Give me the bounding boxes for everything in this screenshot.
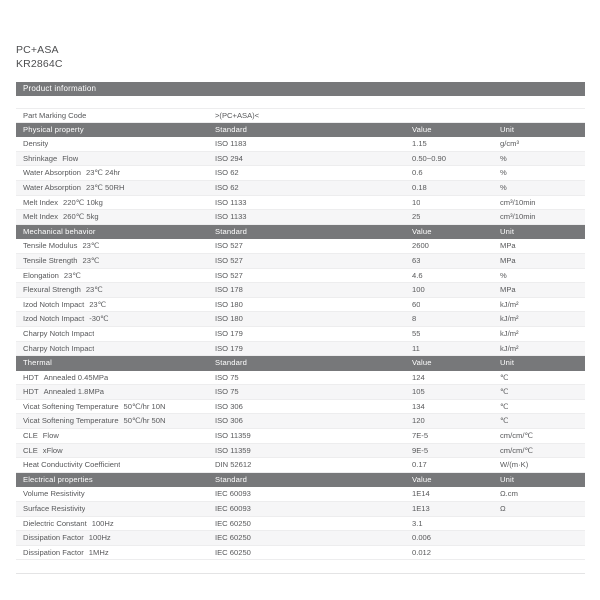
property-qualifier: Annealed 0.45MPa xyxy=(43,372,109,382)
property-name: Density xyxy=(23,139,49,149)
cell-property xyxy=(23,269,81,284)
cell-value: 0.6 xyxy=(412,168,423,178)
cell-standard: >(PC+ASA)< xyxy=(215,111,260,120)
cell-standard: ISO 1183 xyxy=(215,139,247,149)
table-row xyxy=(16,254,585,269)
cell-standard: ISO 179 xyxy=(215,343,243,353)
property-name: Water Absorption xyxy=(23,168,81,178)
section-title: Thermal xyxy=(23,358,52,368)
cell-unit: cm/cm/℃ xyxy=(500,431,533,441)
property-name: Part Marking Code xyxy=(23,111,87,120)
table-row xyxy=(16,502,585,517)
cell-property xyxy=(23,414,165,429)
cell-value: 63 xyxy=(412,255,421,265)
column-header-standard: Standard xyxy=(215,226,248,236)
cell-property xyxy=(23,429,59,444)
cell-property xyxy=(23,210,99,225)
table-row xyxy=(16,487,585,502)
property-qualifier: 50℃/hr 50N xyxy=(123,416,166,426)
cell-unit: kJ/m² xyxy=(500,343,519,353)
cell-property xyxy=(23,196,103,211)
column-header-unit: Unit xyxy=(500,124,515,134)
property-qualifier: 23℃ xyxy=(82,241,100,251)
cell-standard: ISO 62 xyxy=(215,168,239,178)
cell-property xyxy=(23,487,85,502)
cell-property xyxy=(23,298,106,313)
cell-standard: ISO 75 xyxy=(215,372,239,382)
cell-value: 1E13 xyxy=(412,504,430,514)
cell-property xyxy=(23,458,120,473)
table-row xyxy=(16,283,585,298)
table-section-header xyxy=(16,473,585,488)
table-row xyxy=(16,166,585,181)
cell-standard: IEC 60093 xyxy=(215,489,251,499)
property-name: Volume Resistivity xyxy=(23,489,85,499)
property-name: Tensile Strength xyxy=(23,255,78,265)
cell-standard: DIN 52612 xyxy=(215,460,252,470)
cell-property xyxy=(23,385,104,400)
table-row xyxy=(16,239,585,254)
property-qualifier: 50℃/hr 10N xyxy=(123,401,166,411)
cell-value: 11 xyxy=(412,343,420,353)
column-header-value: Value xyxy=(412,474,432,484)
property-name: Izod Notch Impact xyxy=(23,299,85,309)
property-qualifier: xFlow xyxy=(42,445,63,455)
cell-standard: ISO 1133 xyxy=(215,197,247,207)
table-section-header xyxy=(16,123,585,138)
property-name: HDT xyxy=(23,387,39,397)
cell-standard: ISO 11359 xyxy=(215,431,251,441)
cell-value: 2600 xyxy=(412,241,429,251)
cell-unit: % xyxy=(500,168,507,178)
cell-property xyxy=(23,137,48,152)
table-row xyxy=(16,327,585,342)
cell-unit: W/(m·K) xyxy=(500,460,529,470)
cell-value: 134 xyxy=(412,401,425,411)
cell-standard: ISO 306 xyxy=(215,416,243,426)
cell-standard: ISO 180 xyxy=(215,299,243,309)
section-title: Electrical properties xyxy=(23,474,93,484)
product-family: PC+ASA xyxy=(16,44,59,56)
cell-standard: ISO 527 xyxy=(215,255,243,265)
property-qualifier: 23℃ xyxy=(82,255,100,265)
cell-standard: ISO 1133 xyxy=(215,212,247,222)
property-name: Dielectric Constant xyxy=(23,518,87,528)
table-row xyxy=(16,269,585,284)
property-qualifier: 220℃ 10kg xyxy=(63,197,103,207)
cell-property xyxy=(23,400,165,415)
cell-property xyxy=(23,546,109,561)
property-qualifier: 23℃ 24hr xyxy=(85,168,121,178)
property-name: Izod Notch Impact xyxy=(23,314,85,324)
cell-unit: MPa xyxy=(500,255,516,265)
column-header-standard: Standard xyxy=(215,358,248,368)
cell-property xyxy=(23,517,114,532)
cell-property xyxy=(23,152,78,167)
property-name: Elongation xyxy=(23,270,59,280)
cell-unit: MPa xyxy=(500,241,516,251)
column-header-unit: Unit xyxy=(500,358,515,368)
cell-unit: ℃ xyxy=(500,401,509,411)
cell-standard: IEC 60250 xyxy=(215,547,251,557)
cell-unit: ℃ xyxy=(500,372,509,382)
property-name: CLE xyxy=(23,431,38,441)
property-qualifier: Annealed 1.8MPa xyxy=(43,387,104,397)
cell-property xyxy=(23,327,94,342)
cell-standard: ISO 527 xyxy=(215,241,243,251)
cell-unit: % xyxy=(500,153,507,163)
cell-value: 0.006 xyxy=(412,533,432,543)
property-name: Shrinkage xyxy=(23,153,58,163)
property-qualifier: 23℃ xyxy=(85,285,103,295)
cell-unit: Ω.cm xyxy=(500,489,518,499)
cell-property xyxy=(23,109,86,124)
cell-value: 3.1 xyxy=(412,518,423,528)
cell-unit: MPa xyxy=(500,285,516,295)
cell-value: 120 xyxy=(412,416,425,426)
property-qualifier: -30℃ xyxy=(89,314,109,324)
table-row xyxy=(16,152,585,167)
column-header-value: Value xyxy=(412,226,432,236)
property-name: Tensile Modulus xyxy=(23,241,78,251)
property-name: Flexural Strength xyxy=(23,285,81,295)
column-header-value: Value xyxy=(412,124,432,134)
table-row xyxy=(16,400,585,415)
cell-unit: g/cm³ xyxy=(500,139,519,149)
property-qualifier: Flow xyxy=(62,153,79,163)
page-title xyxy=(16,44,63,71)
property-name: Surface Resistivity xyxy=(23,504,86,514)
cell-unit: cm³/10min xyxy=(500,212,536,222)
cell-standard: ISO 294 xyxy=(215,153,243,163)
column-header-value: Value xyxy=(412,358,432,368)
section-title: Mechanical behavior xyxy=(23,226,96,236)
property-qualifier: 260℃ 5kg xyxy=(63,212,99,222)
cell-property xyxy=(23,342,94,357)
table-row xyxy=(16,546,585,561)
cell-unit: cm/cm/℃ xyxy=(500,445,533,455)
table-section-header xyxy=(16,356,585,371)
cell-standard: IEC 60093 xyxy=(215,504,251,514)
cell-unit: kJ/m² xyxy=(500,328,519,338)
grade-code: KR2864C xyxy=(16,57,63,70)
cell-unit: ℃ xyxy=(500,387,509,397)
cell-value: 0.012 xyxy=(412,547,432,557)
column-header-standard: Standard xyxy=(215,474,248,484)
cell-unit: cm³/10min xyxy=(500,197,536,207)
table-row xyxy=(16,137,585,152)
cell-value: 0.17 xyxy=(412,460,427,470)
table-row xyxy=(16,385,585,400)
table-row xyxy=(16,342,585,357)
cell-standard: ISO 75 xyxy=(215,387,239,397)
column-header-unit: Unit xyxy=(500,226,515,236)
property-name: Water Absorption xyxy=(23,182,81,192)
cell-value: 55 xyxy=(412,328,421,338)
cell-standard: IEC 60250 xyxy=(215,518,251,528)
cell-value: 105 xyxy=(412,387,425,397)
table-section-header xyxy=(16,225,585,240)
section-title: Physical property xyxy=(23,124,84,134)
cell-value: 1.15 xyxy=(412,139,427,149)
cell-property xyxy=(23,531,111,546)
table-row xyxy=(16,298,585,313)
cell-standard: ISO 306 xyxy=(215,401,243,411)
table-row xyxy=(16,312,585,327)
property-qualifier: Flow xyxy=(42,431,59,441)
property-name: CLE xyxy=(23,445,38,455)
cell-value: 124 xyxy=(412,372,425,382)
cell-standard: ISO 527 xyxy=(215,270,243,280)
property-name: HDT xyxy=(23,372,39,382)
cell-standard: ISO 179 xyxy=(215,328,243,338)
table-row xyxy=(16,517,585,532)
property-name: Charpy Notch Impact xyxy=(23,343,95,353)
table-row xyxy=(16,531,585,546)
property-name: Dissipation Factor xyxy=(23,533,84,543)
table-row xyxy=(16,458,585,473)
cell-standard: ISO 62 xyxy=(215,182,239,192)
property-qualifier: 1MHz xyxy=(88,547,109,557)
column-header-standard: Standard xyxy=(215,124,248,134)
property-name: Melt Index xyxy=(23,212,59,222)
properties-table xyxy=(16,108,585,574)
property-name: Heat Conductivity Coefficient xyxy=(23,460,121,470)
cell-value: 8 xyxy=(412,314,417,324)
cell-property xyxy=(23,371,108,386)
cell-property xyxy=(23,239,99,254)
property-qualifier: 100Hz xyxy=(91,518,114,528)
property-name: Vicat Softening Temperature xyxy=(23,416,119,426)
cell-unit: ℃ xyxy=(500,416,509,426)
cell-property xyxy=(23,254,99,269)
property-name: Dissipation Factor xyxy=(23,547,84,557)
column-header-unit: Unit xyxy=(500,474,515,484)
cell-property xyxy=(23,312,109,327)
table-row xyxy=(16,429,585,444)
property-qualifier: 23℃ xyxy=(89,299,107,309)
cell-value: 4.6 xyxy=(412,270,423,280)
cell-value: 10 xyxy=(412,197,421,207)
table-row xyxy=(16,444,585,459)
cell-property xyxy=(23,502,85,517)
table-row xyxy=(16,196,585,211)
table-bottom-rule xyxy=(16,573,585,574)
table-row xyxy=(16,181,585,196)
cell-property xyxy=(23,283,103,298)
cell-value: 100 xyxy=(412,285,425,295)
cell-property xyxy=(23,181,124,196)
property-name: Charpy Notch Impact xyxy=(23,328,95,338)
cell-standard: ISO 178 xyxy=(215,285,243,295)
table-row xyxy=(16,414,585,429)
cell-value: 0.18 xyxy=(412,182,427,192)
property-qualifier: 23℃ 50RH xyxy=(85,182,125,192)
property-name: Vicat Softening Temperature xyxy=(23,401,119,411)
cell-unit: % xyxy=(500,270,507,280)
table-row-part-marking-code xyxy=(16,108,585,123)
cell-unit: Ω xyxy=(500,504,506,514)
cell-unit: kJ/m² xyxy=(500,314,519,324)
cell-unit: % xyxy=(500,182,507,192)
cell-standard: ISO 180 xyxy=(215,314,243,324)
cell-value: 60 xyxy=(412,299,421,309)
cell-standard: IEC 60250 xyxy=(215,533,251,543)
property-name: Melt Index xyxy=(23,197,59,207)
cell-unit: kJ/m² xyxy=(500,299,519,309)
property-qualifier: 23℃ xyxy=(63,270,81,280)
cell-value: 1E14 xyxy=(412,489,430,499)
cell-property xyxy=(23,444,63,459)
cell-property xyxy=(23,166,120,181)
property-qualifier: 100Hz xyxy=(88,533,111,543)
cell-value: 25 xyxy=(412,212,421,222)
cell-standard: ISO 11359 xyxy=(215,445,251,455)
table-row xyxy=(16,371,585,386)
cell-value: 9E-5 xyxy=(412,445,429,455)
table-row xyxy=(16,210,585,225)
cell-value: 7E-5 xyxy=(412,431,429,441)
cell-value: 0.50~0.90 xyxy=(412,153,446,163)
section-banner-product-information: Product information xyxy=(16,82,585,96)
